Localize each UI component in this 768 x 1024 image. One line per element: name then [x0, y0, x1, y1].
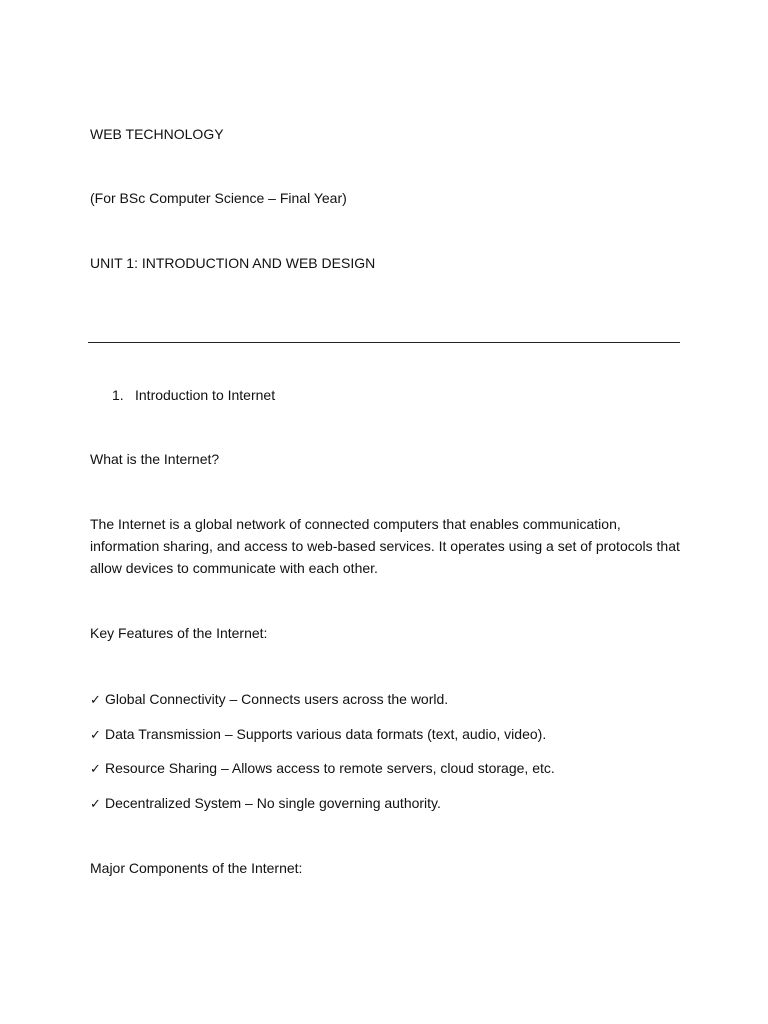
- check-icon: ✓: [90, 797, 101, 812]
- internet-description-paragraph: The Internet is a global network of connected computers that enables communication, information sharing, and access to web-based services. It operates using a set of protocols that allow devices to communicate with each other.: [90, 516, 680, 576]
- check-icon: ✓: [90, 762, 101, 777]
- section-title: Introduction to Internet: [135, 387, 276, 403]
- section-heading: [112, 384, 275, 406]
- features-heading: Key Features of the Internet:: [90, 625, 268, 641]
- feature-text: Decentralized System – No single governing authority.: [105, 795, 441, 811]
- check-icon: ✓: [90, 693, 101, 708]
- feature-text: Data Transmission – Supports various data formats (text, audio, video).: [105, 726, 547, 742]
- horizontal-divider: [88, 342, 680, 343]
- feature-item: [90, 723, 546, 747]
- unit-heading: UNIT 1: INTRODUCTION AND WEB DESIGN: [90, 255, 376, 271]
- document-title: WEB TECHNOLOGY: [90, 126, 224, 142]
- feature-item: [90, 792, 441, 816]
- question-heading: What is the Internet?: [90, 451, 220, 467]
- feature-text: Global Connectivity – Connects users across the world.: [105, 691, 449, 707]
- section-number: 1.: [112, 387, 124, 403]
- document-subtitle: (For BSc Computer Science – Final Year): [90, 190, 347, 206]
- feature-item: [90, 688, 448, 712]
- components-heading: Major Components of the Internet:: [90, 860, 303, 876]
- check-icon: ✓: [90, 728, 101, 743]
- feature-item: [90, 757, 555, 781]
- feature-text: Resource Sharing – Allows access to remote servers, cloud storage, etc.: [105, 760, 555, 776]
